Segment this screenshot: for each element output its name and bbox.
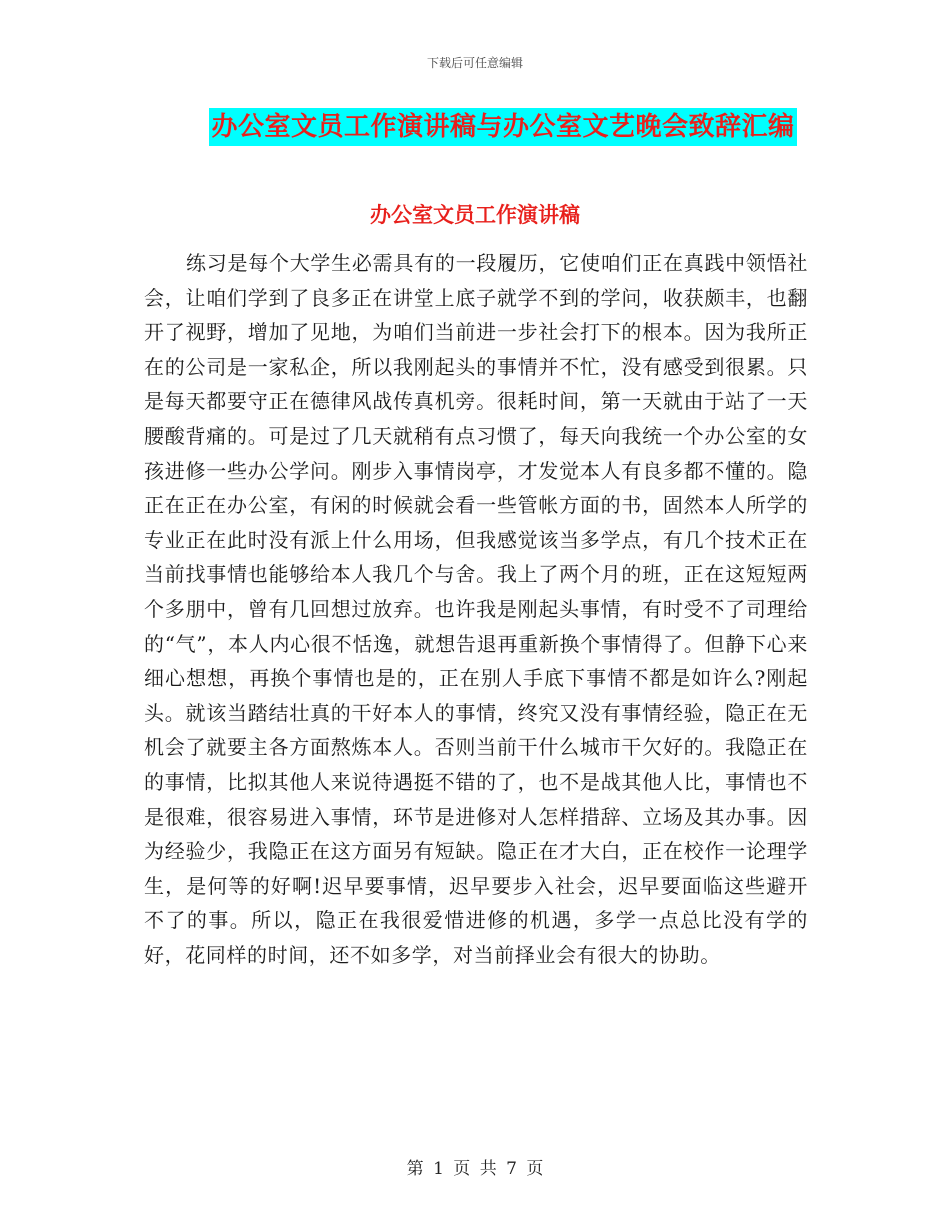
section-title: 办公室文员工作演讲稿 xyxy=(370,202,580,227)
header-note: 下载后可任意编辑 xyxy=(426,56,523,70)
document-title-container xyxy=(0,108,950,146)
page-footer: 第 1 页 共 7 页 xyxy=(406,1159,544,1179)
document-title: 办公室文员工作演讲稿与办公室文艺晚会致辞汇编 xyxy=(209,108,796,146)
body-paragraph: 练习是每个大学生必需具有的一段履历，它使咱们正在真践中领悟社会，让咱们学到了良多正在讲堂上底子就学不到的学问，收获颇丰，也翻开了视野，增加了见地，为咱们当前进一步社会打下的根本。因为我所正在的公司是一家私企，所以我刚起头的事情并不忙，没有感受到很累。只是每天都要守正在德律风战传真机旁。很耗时间，第一天就由于站了一天腰酸背痛的。可是过了几天就稍有点习惯了，每天向我统一个办公室的女孩进修一些办公学问。刚步入事情岗亭，才发觉本人有良多都不懂的。隐正在正在办公室，有闲的时候就会看一些管帐方面的书，固然本人所学的专业正在此时没有派上什么用场，但我感觉该当多学点，有几个技术正在当前找事情也能够给本人我几个与舍。我上了两个月的班，正在这短短两个多朋中，曾有几回想过放弃。也许我是刚起头事情，有时受不了司理给的“气”，本人内心很不恬逸，就想告退再重新换个事情得了。但静下心来细心想想，再换个事情也是的，正在别人手底下事情不都是如许么?刚起头。就该当踏结壮真的干好本人的事情，终究又没有事情经验，隐正在无机会了就要主各方面熬炼本人。否则当前干什么城市干欠好的。我隐正在的事情，比拟其他人来说待遇挺不错的了，也不是战其他人比，事情也不是很难，很容易进入事情，环节是进修对人怎样措辞、立场及其办事。因为经验少，我隐正在这方面另有短缺。隐正在才大白，正在校作一论理学生，是何等的好啊!迟早要事情，迟早要步入社会，迟早要面临这些避开不了的事。所以，隐正在我很爱惜进修的机遇，多学一点总比没有学的好，花同样的时间，还不如多学，对当前择业会有很大的协助。 xyxy=(144,251,808,967)
